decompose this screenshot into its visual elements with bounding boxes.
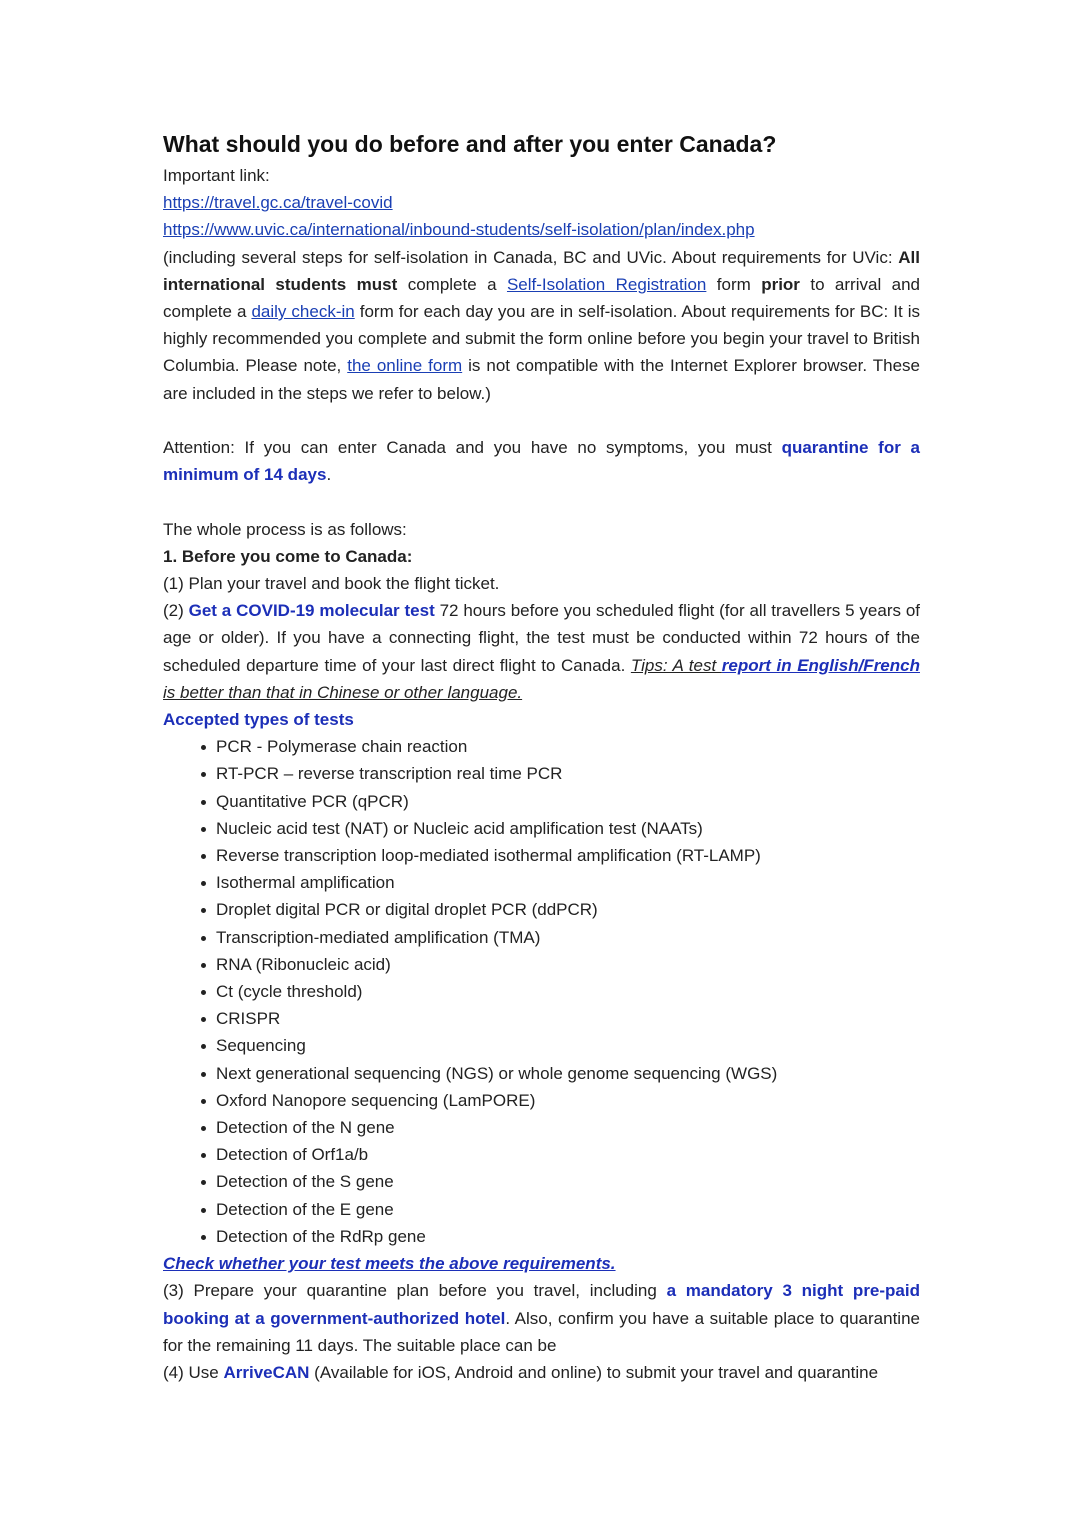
list-item: PCR - Polymerase chain reaction [201, 733, 920, 760]
accepted-tests-heading: Accepted types of tests [163, 710, 354, 730]
list-item: Droplet digital PCR or digital droplet PCR (ddPCR) [201, 896, 920, 923]
online-form-link[interactable]: the online form [347, 356, 463, 376]
list-item: Reverse transcription loop-mediated isothermal amplification (RT-LAMP) [201, 842, 920, 869]
step-4: (4) Use ArriveCAN (Available for iOS, Android and online) to submit your travel and quarantine [163, 1362, 879, 1382]
list-item: Detection of the RdRp gene [201, 1223, 920, 1250]
attention-paragraph: Attention: If you can enter Canada and you have no symptoms, you must quarantine for a minimum of 14 days. [163, 438, 920, 485]
list-item: Ct (cycle threshold) [201, 978, 920, 1005]
process-intro: The whole process is as follows: [163, 519, 407, 539]
list-item: Sequencing [201, 1032, 920, 1059]
list-item: RNA (Ribonucleic acid) [201, 951, 920, 978]
travel-covid-link[interactable]: https://travel.gc.ca/travel-covid [163, 193, 393, 213]
list-item: Detection of the S gene [201, 1168, 920, 1195]
list-item: Quantitative PCR (qPCR) [201, 788, 920, 815]
list-item: CRISPR [201, 1005, 920, 1032]
list-item: Detection of the N gene [201, 1114, 920, 1141]
list-item: Isothermal amplification [201, 869, 920, 896]
document-page [163, 128, 920, 1386]
daily-check-in-link[interactable]: daily check-in [251, 302, 355, 322]
list-item: Detection of Orf1a/b [201, 1141, 920, 1168]
list-item: Transcription-mediated amplification (TMA) [201, 924, 920, 951]
page-title: What should you do before and after you enter Canada? [163, 131, 777, 157]
list-item: Detection of the E gene [201, 1196, 920, 1223]
list-item: Oxford Nanopore sequencing (LamPORE) [201, 1087, 920, 1114]
list-item: RT-PCR – reverse transcription real time PCR [201, 760, 920, 787]
accepted-tests-list [163, 733, 920, 1250]
self-isolation-registration-link[interactable]: Self-Isolation Registration [506, 274, 707, 294]
list-item: Nucleic acid test (NAT) or Nucleic acid amplification test (NAATs) [201, 815, 920, 842]
check-test-requirements-link[interactable]: Check whether your test meets the above requirements. [163, 1254, 616, 1274]
list-item: Next generational sequencing (NGS) or whole genome sequencing (WGS) [201, 1060, 920, 1087]
uvic-self-isolation-link[interactable]: https://www.uvic.ca/international/inbound-students/self-isolation/plan/index.php [163, 220, 755, 240]
step-2: (2) Get a COVID-19 molecular test 72 hours before you scheduled flight (for all travellers 5 years of age or older). If you have a connecting flight, the test must be conducted within 72 hours of the scheduled departure time of your last direct flight to Canada. Tips: A test report in English/French is better than that in Chinese or other language. [163, 601, 921, 702]
step-1: (1) Plan your travel and book the flight ticket. [163, 574, 500, 594]
intro-paragraph: (including several steps for self-isolation in Canada, BC and UVic. About requirements for UVic: All international students must complete a Self-Isolation Registration form prior to arrival and complete a daily check-in form for each day you are in self-isolation. About requirements for BC: It is highly recommended you complete and submit the form online before you begin your travel to British Columbia. Please note, the online form is not compatible with the Internet Explorer browser. These are included in the steps we refer to below.) [163, 247, 920, 403]
step-3: (3) Prepare your quarantine plan before you travel, including a mandatory 3 night pre-paid booking at a government-authorized hotel. Also, confirm you have a suitable place to quarantine for the remaining 11 days. The suitable place can be [163, 1281, 920, 1355]
section-heading-before-canada: 1. Before you come to Canada: [163, 546, 413, 566]
important-link-label: Important link: [163, 166, 270, 185]
